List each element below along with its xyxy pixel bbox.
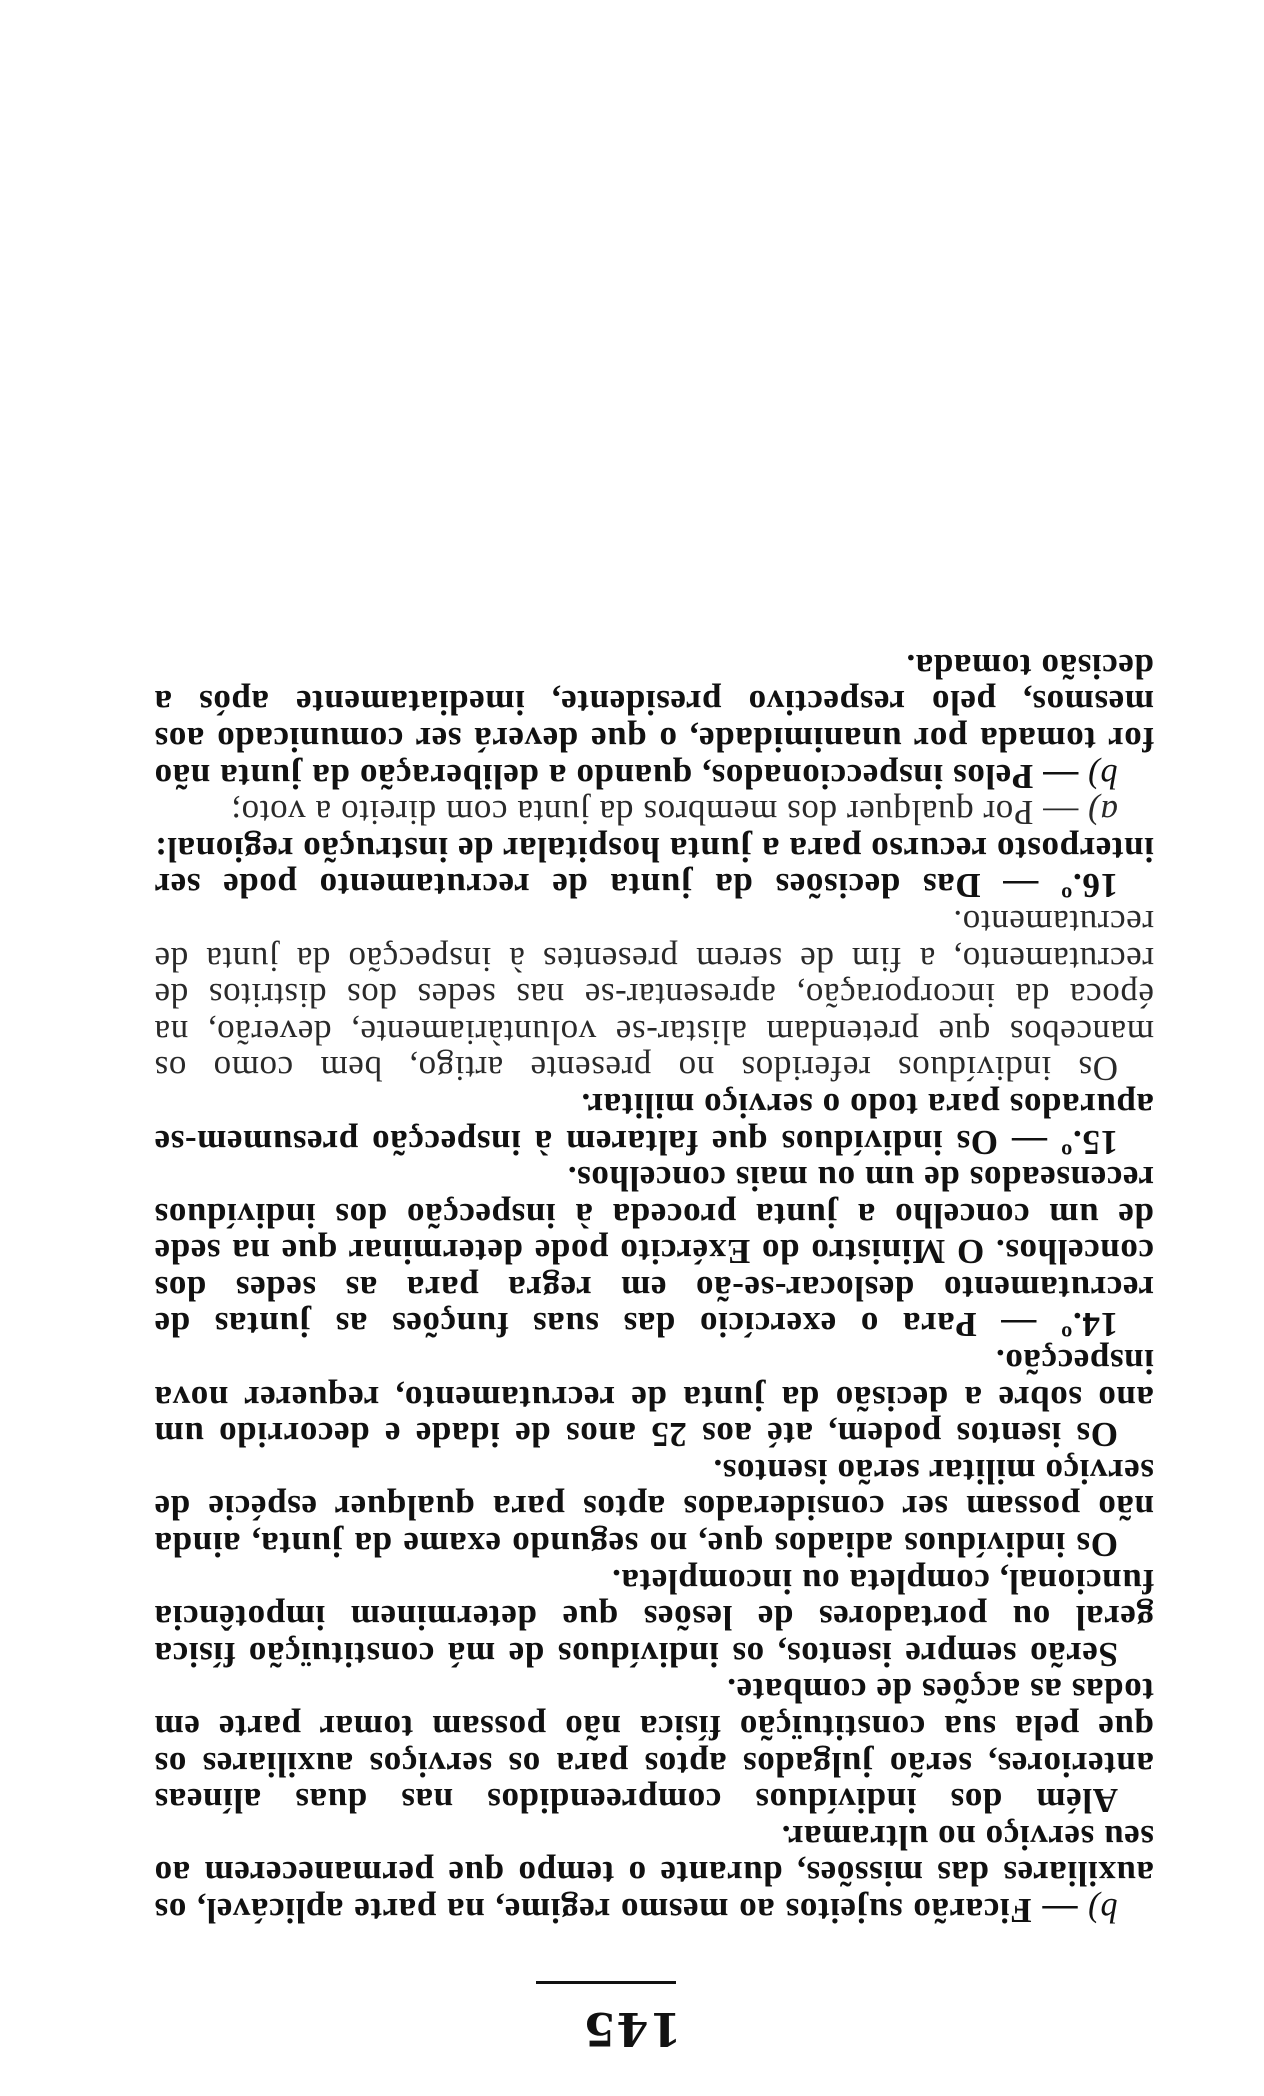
paragraph-isentos: Os isentos podem, até aos 25 anos de idade e decorrido um ano sobre a decisão da junta de recrutamento, requerer nova inspecção. [154, 1342, 1154, 1455]
paragraph-a-qualquer [154, 794, 1154, 831]
body-text [154, 647, 1154, 1928]
item-label: a) [1087, 793, 1118, 833]
paragraph-b-ficarao [154, 1818, 1154, 1928]
paragraph-article-14: 14.º — Para o exercício das suas funções as juntas de recrutamento deslocar-se-ão em regra para as sedes dos concelhos. O Ministro do Exército pode determinar que na sede de um concelho a junta proceda à inspecção dos indivíduos recenseados de um ou mais concelhos. [154, 1159, 1154, 1345]
paragraph-b-pelos [154, 646, 1154, 796]
page-number-rule [536, 1981, 676, 1984]
paragraph-text: — Ficarão sujeitos ao mesmo regime, na parte aplicável, os auxiliares das missões, durante o tempo que permanecerem ao seu serviço no ultramar. [154, 1817, 1154, 1930]
paragraph-text: — Pelos inspeccionados, quando a deliberação da junta não for tomada por unanimidade, o que deverá ser comunicado aos mesmos, pelo respectivo presidente, imediatamente após a decisão tomada. [154, 646, 1154, 796]
item-label: b) [1087, 756, 1118, 796]
item-label: b) [1087, 1891, 1118, 1930]
paragraph-adiados: Os indivíduos adiados que, no segundo exame da junta, ainda não possam ser considerados aptos para qualquer espécie de serviço militar serão isentos. [154, 1451, 1154, 1565]
paragraph-article-15: 15.º — Os indivíduos que faltarem à inspecção presumem-se apurados para todo o serviço militar. [154, 1085, 1154, 1162]
paragraph-article-16: 16.º — Das decisões da junta de recrutamento pode ser interposto recurso para a junta hospitalar de instrução regional: [154, 829, 1154, 906]
paragraph-text: — Por qualquer dos membros da junta com direito a voto; [230, 793, 1088, 833]
page-number: 145 [582, 2002, 682, 2056]
paragraph-serao: Serão sempre isentos, os indivíduos de má constituïção física geral ou portadores de lesões que determinem impotência funcional, completa ou incompleta. [154, 1561, 1154, 1674]
paragraph-alem: Além dos indivíduos compreendidos nas duas alíneas anteriores, serão julgados aptos para os serviços auxiliares os que pela sua constituïção física não possam tomar parte em todas as acções de combate. [154, 1671, 1154, 1821]
paragraph-referidos: Os indivíduos referidos no presente artigo, bem como os mancebos que pretendam alistar-se voluntàriamente, deverão, na época da incorporação, apresentar-se nas sedes dos distritos de recrutamento, a fim de serem presentes à inspecção da junta de recrutamento. [154, 902, 1154, 1089]
